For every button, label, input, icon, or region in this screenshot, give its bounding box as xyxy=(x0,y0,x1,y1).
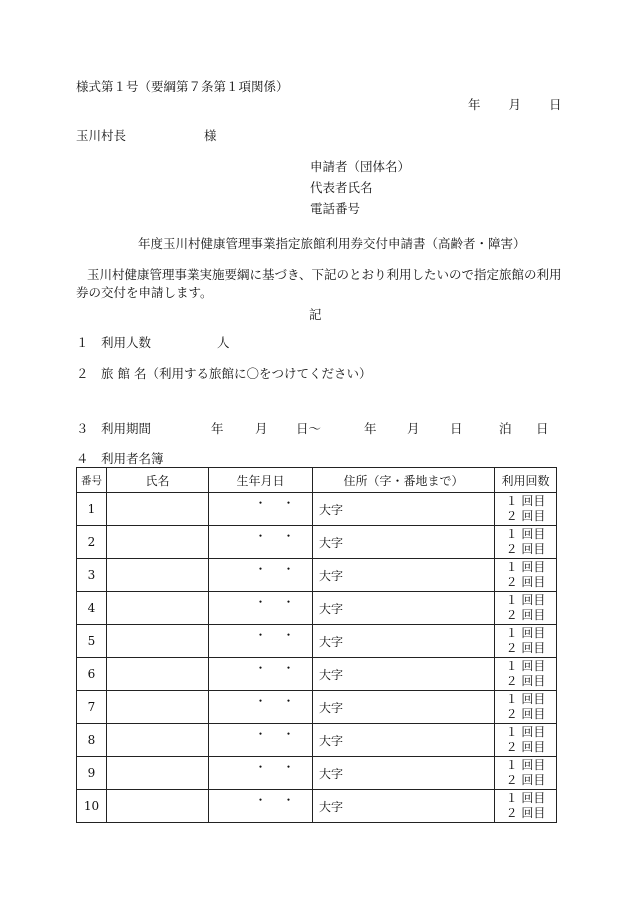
usage-count-2: ２ 回目 xyxy=(505,542,546,556)
row-number: 3 xyxy=(77,559,107,592)
address-prefix: 大字 xyxy=(319,568,344,583)
dob-separator: ・ xyxy=(254,594,267,609)
body-text-line2: 券の交付を申請します。 xyxy=(76,285,213,300)
address-cell[interactable] xyxy=(313,625,495,658)
row-number: 1 xyxy=(77,493,107,526)
name-cell[interactable] xyxy=(107,559,209,592)
usage-count-2: ２ 回目 xyxy=(505,674,546,688)
item3-month: 月 xyxy=(255,421,268,436)
header-dob: 生年月日 xyxy=(209,468,313,493)
usage-count-1: １ 回目 xyxy=(505,560,546,574)
dob-separator: ・ xyxy=(282,693,295,708)
row-number: 10 xyxy=(77,790,107,823)
usage-count-1: １ 回目 xyxy=(505,593,546,607)
item3-year: 年 xyxy=(211,421,224,436)
name-cell[interactable] xyxy=(107,691,209,724)
address-prefix: 大字 xyxy=(319,799,344,814)
item3-year2: 年 xyxy=(364,421,377,436)
table-row xyxy=(77,625,557,658)
address-prefix: 大字 xyxy=(319,502,344,517)
table-row xyxy=(77,493,557,526)
date-line xyxy=(468,99,562,112)
table-row xyxy=(77,724,557,757)
dob-separator: ・ xyxy=(254,759,267,774)
item2-label: ２ 旅 館 名（利用する旅館に〇をつけてください） xyxy=(76,366,372,381)
dob-separator: ・ xyxy=(282,528,295,543)
document-title: 年度玉川村健康管理事業指定旅館利用券交付申請書（高齢者・障害） xyxy=(138,236,526,251)
usage-count-1: １ 回目 xyxy=(505,692,546,706)
dob-separator: ・ xyxy=(254,726,267,741)
row-number: 5 xyxy=(77,625,107,658)
table-row xyxy=(77,592,557,625)
dob-separator: ・ xyxy=(282,759,295,774)
roster-header-row xyxy=(77,468,557,493)
dob-cell[interactable] xyxy=(209,526,313,559)
row-number: 7 xyxy=(77,691,107,724)
address-prefix: 大字 xyxy=(319,667,344,682)
dob-separator: ・ xyxy=(282,495,295,510)
address-prefix: 大字 xyxy=(319,601,344,616)
address-prefix: 大字 xyxy=(319,733,344,748)
name-cell[interactable] xyxy=(107,493,209,526)
header-number: 番号 xyxy=(77,468,107,493)
name-cell[interactable] xyxy=(107,526,209,559)
usage-count-2: ２ 回目 xyxy=(505,806,546,820)
address-cell[interactable] xyxy=(313,658,495,691)
usage-count-cell xyxy=(495,625,557,658)
dob-separator: ・ xyxy=(282,627,295,642)
address-cell[interactable] xyxy=(313,724,495,757)
item3-label: ３ 利用期間 xyxy=(76,421,152,436)
item3-days: 日 xyxy=(536,421,549,436)
usage-count-cell xyxy=(495,658,557,691)
row-number: 6 xyxy=(77,658,107,691)
dob-separator: ・ xyxy=(254,693,267,708)
row-number: 9 xyxy=(77,757,107,790)
item3-nights: 泊 xyxy=(499,421,512,436)
address-prefix: 大字 xyxy=(319,766,344,781)
name-cell[interactable] xyxy=(107,724,209,757)
row-number: 8 xyxy=(77,724,107,757)
dob-cell[interactable] xyxy=(209,592,313,625)
usage-count-cell xyxy=(495,559,557,592)
item1-label: １ 利用人数 xyxy=(76,335,152,350)
address-cell[interactable] xyxy=(313,757,495,790)
dob-cell[interactable] xyxy=(209,493,313,526)
dob-cell[interactable] xyxy=(209,658,313,691)
item1-unit: 人 xyxy=(217,335,230,350)
usage-count-2: ２ 回目 xyxy=(505,608,546,622)
usage-count-cell xyxy=(495,757,557,790)
addressee-honorific: 様 xyxy=(204,128,217,143)
dob-separator: ・ xyxy=(254,627,267,642)
address-prefix: 大字 xyxy=(319,634,344,649)
addressee: 玉川村長 xyxy=(76,128,127,143)
address-cell[interactable] xyxy=(313,592,495,625)
header-usage-count: 利用回数 xyxy=(495,468,557,493)
usage-count-1: １ 回目 xyxy=(505,494,546,508)
body-text-line1: 玉川村健康管理事業実施要綱に基づき、下記のとおり利用したいので指定旅館の利用 xyxy=(87,267,562,282)
item3-month2: 月 xyxy=(407,421,420,436)
usage-count-2: ２ 回目 xyxy=(505,707,546,721)
address-cell[interactable] xyxy=(313,559,495,592)
dob-separator: ・ xyxy=(282,792,295,807)
dob-cell[interactable] xyxy=(209,625,313,658)
usage-count-1: １ 回目 xyxy=(505,626,546,640)
item3-day-to: 日 xyxy=(450,421,463,436)
table-row xyxy=(77,658,557,691)
dob-separator: ・ xyxy=(254,561,267,576)
row-number: 4 xyxy=(77,592,107,625)
row-number: 2 xyxy=(77,526,107,559)
table-row xyxy=(77,559,557,592)
name-cell[interactable] xyxy=(107,592,209,625)
form-number: 様式第１号（要綱第７条第１項関係） xyxy=(76,79,289,94)
address-prefix: 大字 xyxy=(319,700,344,715)
ki-heading: 記 xyxy=(309,307,322,322)
usage-count-1: １ 回目 xyxy=(505,527,546,541)
usage-count-2: ２ 回目 xyxy=(505,509,546,523)
item3-day-from: 日〜 xyxy=(296,421,322,436)
dob-cell[interactable] xyxy=(209,691,313,724)
table-row xyxy=(77,790,557,823)
dob-separator: ・ xyxy=(254,495,267,510)
name-cell[interactable] xyxy=(107,757,209,790)
address-prefix: 大字 xyxy=(319,535,344,550)
usage-count-cell xyxy=(495,724,557,757)
dob-separator: ・ xyxy=(254,792,267,807)
usage-count-1: １ 回目 xyxy=(505,791,546,805)
applicant-group-label: 申請者（団体名） xyxy=(310,159,411,174)
date-month-label: 月 xyxy=(508,97,522,112)
table-row xyxy=(77,691,557,724)
address-cell[interactable] xyxy=(313,526,495,559)
usage-count-cell xyxy=(495,691,557,724)
dob-separator: ・ xyxy=(254,528,267,543)
date-year-label: 年 xyxy=(468,97,481,112)
usage-count-2: ２ 回目 xyxy=(505,575,546,589)
table-row xyxy=(77,526,557,559)
date-day-label: 日 xyxy=(549,97,562,112)
usage-count-1: １ 回目 xyxy=(505,725,546,739)
address-cell[interactable] xyxy=(313,493,495,526)
name-cell[interactable] xyxy=(107,625,209,658)
usage-count-2: ２ 回目 xyxy=(505,740,546,754)
item4-label: ４ 利用者名簿 xyxy=(76,451,164,466)
usage-count-2: ２ 回目 xyxy=(505,641,546,655)
phone-label: 電話番号 xyxy=(310,201,361,216)
address-cell[interactable] xyxy=(313,691,495,724)
header-name: 氏名 xyxy=(107,468,209,493)
dob-separator: ・ xyxy=(282,594,295,609)
usage-count-cell xyxy=(495,592,557,625)
dob-cell[interactable] xyxy=(209,559,313,592)
user-roster-table xyxy=(76,467,557,823)
usage-count-cell xyxy=(495,526,557,559)
representative-label: 代表者氏名 xyxy=(310,180,373,195)
address-cell[interactable] xyxy=(313,790,495,823)
usage-count-2: ２ 回目 xyxy=(505,773,546,787)
table-row xyxy=(77,757,557,790)
usage-count-cell xyxy=(495,790,557,823)
dob-separator: ・ xyxy=(282,660,295,675)
dob-cell[interactable] xyxy=(209,757,313,790)
usage-count-cell xyxy=(495,493,557,526)
dob-separator: ・ xyxy=(282,726,295,741)
name-cell[interactable] xyxy=(107,658,209,691)
name-cell[interactable] xyxy=(107,790,209,823)
dob-separator: ・ xyxy=(282,561,295,576)
dob-cell[interactable] xyxy=(209,790,313,823)
usage-count-1: １ 回目 xyxy=(505,758,546,772)
header-address: 住所（字・番地まで） xyxy=(313,468,495,493)
dob-separator: ・ xyxy=(254,660,267,675)
usage-count-1: １ 回目 xyxy=(505,659,546,673)
dob-cell[interactable] xyxy=(209,724,313,757)
